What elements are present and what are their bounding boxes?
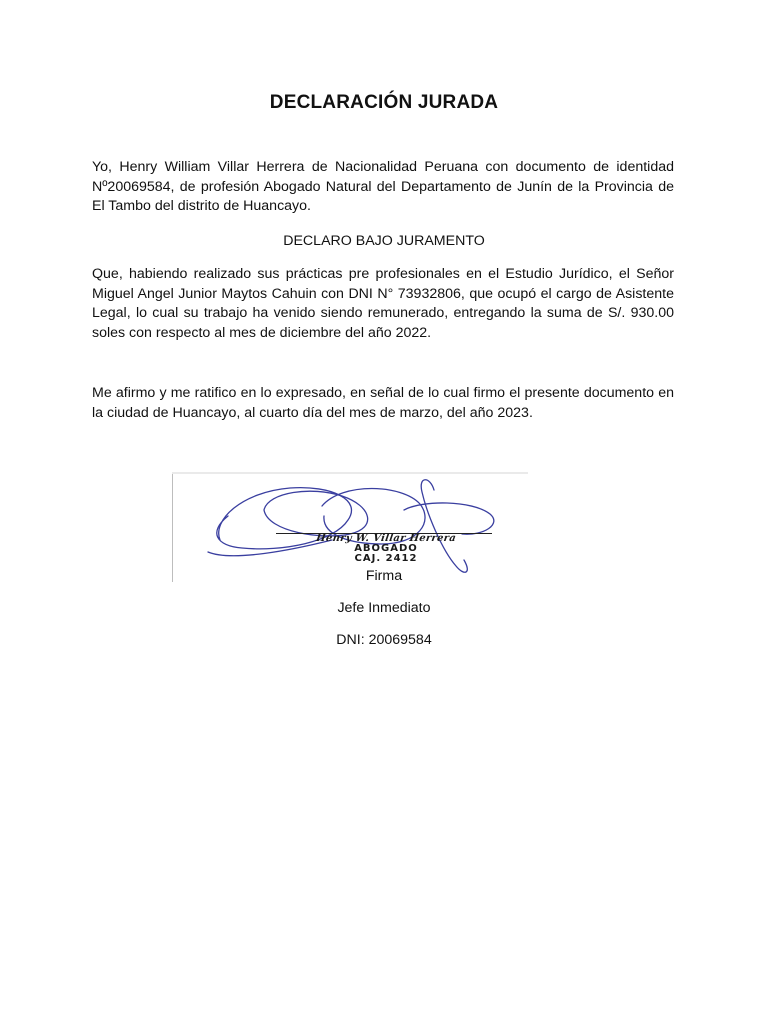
document-title: DECLARACIÓN JURADA bbox=[269, 92, 499, 113]
signature-image bbox=[172, 470, 528, 582]
handwritten-signature bbox=[172, 470, 528, 582]
stamp-role: ABOGADO bbox=[354, 543, 418, 554]
declarant-paragraph: Yo, Henry William Villar Herrera de Nacionalidad Peruana con documento de identidad Nº20069584, de profesión Abogado Natural del Departamento de Junín de la Provincia de El Tambo del distrito de Huancayo. bbox=[92, 159, 674, 214]
ratification-paragraph: Me afirmo y me ratifico en lo expresado, en señal de lo cual firmo el presente documento en la ciudad de Huancayo, al cuarto día del mes de marzo, del año 2023. bbox=[92, 385, 674, 421]
stamp-registration: CAJ. 2412 bbox=[354, 553, 418, 564]
lawyer-stamp bbox=[296, 534, 476, 564]
position-label: Jefe Inmediato bbox=[337, 600, 431, 616]
statement-paragraph: Que, habiendo realizado sus prácticas pre profesionales en el Estudio Jurídico, el Señor Miguel Angel Junior Maytos Cahuin con DNI N° 73932806, que ocupó el cargo de Asistente Legal, lo cual su trabajo ha venido siendo remunerado, entregando la suma de S/. 930.00 soles con respecto al mes de diciembre del año 2022. bbox=[92, 266, 674, 341]
stamp-name: Henry W. Villar Herrera bbox=[315, 533, 457, 544]
dni-label: DNI: 20069584 bbox=[336, 632, 432, 648]
declaration-heading: DECLARO BAJO JURAMENTO bbox=[283, 233, 485, 249]
firma-label: Firma bbox=[365, 568, 403, 584]
